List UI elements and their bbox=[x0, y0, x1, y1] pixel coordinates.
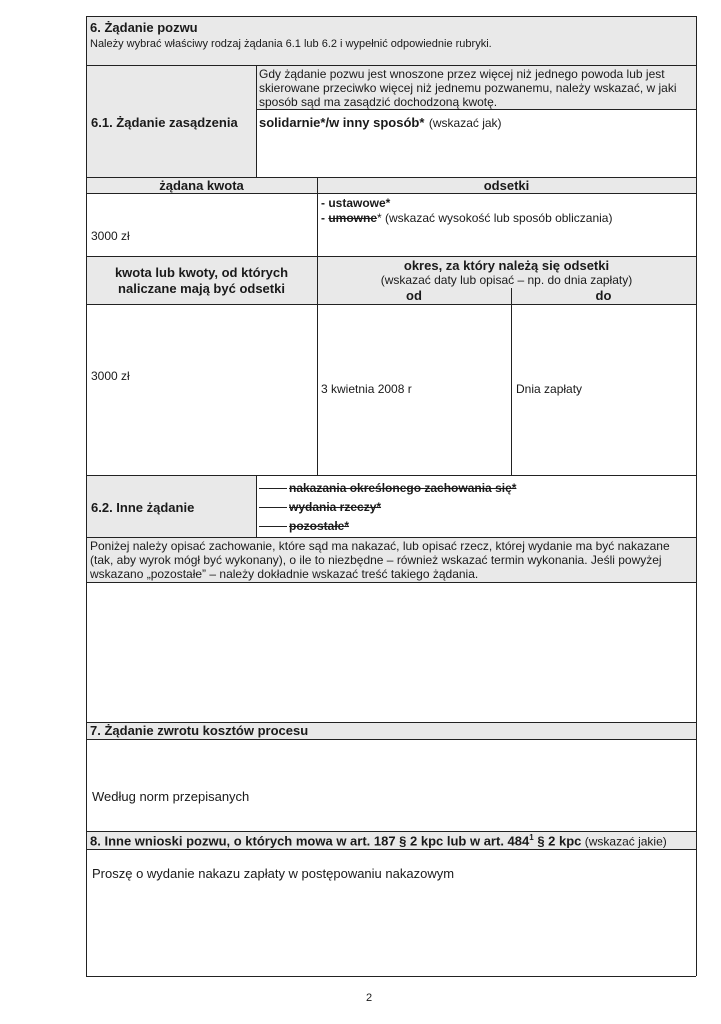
section62-option-behaviour bbox=[259, 481, 516, 495]
from-value: 3 kwietnia 2008 r bbox=[321, 382, 412, 396]
section62-option-other bbox=[259, 519, 349, 533]
section61-mode bbox=[259, 114, 502, 132]
rule bbox=[86, 193, 696, 194]
interest-header: odsetki bbox=[483, 178, 530, 193]
interest-option-contractual bbox=[321, 211, 612, 225]
section8-title bbox=[90, 833, 667, 848]
rule bbox=[86, 16, 87, 976]
rule bbox=[696, 16, 697, 976]
section61-note-line: sposób sąd ma zasądzić dochodzoną kwotę. bbox=[259, 95, 498, 109]
interest-option-contractual-suffix: * (wskazać wysokość lub sposób obliczania) bbox=[377, 211, 613, 225]
section7-title: 7. Żądanie zwrotu kosztów procesu bbox=[90, 723, 309, 738]
section61-note-line: skierowane przeciwko więcej niż jednemu pozwanemu, należy wskazać, w jaki bbox=[259, 81, 677, 95]
rule bbox=[86, 65, 696, 66]
section62-option-behaviour-text: nakazania określonego zachowania się* bbox=[289, 481, 517, 495]
to-value: Dnia zapłaty bbox=[516, 382, 583, 396]
rule bbox=[86, 304, 696, 305]
section8-title-hint: (wskazać jakie) bbox=[581, 834, 667, 849]
period-hint: (wskazać daty lub opisać – np. do dnia zapłaty) bbox=[380, 273, 633, 287]
section7-value: Według norm przepisanych bbox=[92, 789, 250, 804]
rule bbox=[256, 475, 257, 537]
base-header-line: naliczane mają być odsetki bbox=[118, 281, 285, 296]
section62-instruction-line: (tak, aby wyrok mógł być wykonany), o ile to niezbędne – również wskazać termin wykonania. Jeśli powyżej bbox=[90, 553, 662, 567]
section8-title-tail: § 2 kpc bbox=[533, 833, 582, 849]
rule bbox=[86, 831, 696, 832]
rule bbox=[317, 177, 318, 475]
section62-label: 6.2. Inne żądanie bbox=[91, 500, 195, 515]
interest-option-statutory: - ustawowe* bbox=[321, 196, 391, 210]
section61-label: 6.1. Żądanie zasądzenia bbox=[91, 115, 238, 130]
section62-option-other-text: pozostałe* bbox=[289, 519, 350, 533]
section62-instruction-line: wskazano „pozostałe” – należy dokładnie wskazać treść takiego żądania. bbox=[90, 567, 479, 581]
section6-title: 6. Żądanie pozwu bbox=[90, 20, 198, 35]
rule bbox=[511, 288, 512, 475]
strike-dash bbox=[259, 526, 287, 527]
section8-value: Proszę o wydanie nakazu zapłaty w postępowaniu nakazowym bbox=[92, 866, 455, 881]
amount-value: 3000 zł bbox=[91, 229, 130, 243]
rule bbox=[86, 475, 696, 476]
section61-mode-hint: (wskazać jak) bbox=[428, 116, 502, 130]
period-header: okres, za który należą się odsetki bbox=[403, 258, 610, 273]
interest-option-contractual-struck: umowne bbox=[328, 211, 378, 225]
base-header-line: kwota lub kwoty, od których bbox=[114, 265, 289, 280]
section6-instruction: Należy wybrać właściwy rodzaj żądania 6.1 lub 6.2 i wypełnić odpowiednie rubryki. bbox=[90, 38, 492, 50]
from-header: od bbox=[406, 288, 422, 303]
to-header: do bbox=[595, 288, 612, 303]
section8-title-main: 8. Inne wnioski pozwu, o których mowa w art. 187 § 2 kpc lub w art. 484 bbox=[90, 833, 530, 849]
rule bbox=[86, 537, 696, 538]
section62-option-item bbox=[259, 500, 381, 514]
rule bbox=[256, 65, 257, 177]
rule bbox=[86, 256, 696, 257]
rule bbox=[86, 739, 696, 740]
strike-dash bbox=[259, 488, 287, 489]
rule bbox=[86, 976, 696, 977]
base-value: 3000 zł bbox=[91, 369, 130, 383]
section62-option-item-text: wydania rzeczy* bbox=[289, 500, 382, 514]
section61-note-line: Gdy żądanie pozwu jest wnoszone przez więcej niż jednego powoda lub jest bbox=[259, 67, 665, 81]
page-number: 2 bbox=[366, 992, 373, 1004]
strike-dash bbox=[259, 507, 287, 508]
rule bbox=[86, 582, 696, 583]
interest-option-contractual-prefix: - bbox=[321, 211, 329, 225]
section62-instruction-line: Poniżej należy opisać zachowanie, które sąd ma nakazać, lub opisać rzecz, której wydanie ma być nakazane bbox=[90, 539, 670, 553]
rule bbox=[86, 16, 696, 17]
section8-title-sup: 1 bbox=[529, 833, 534, 842]
rule bbox=[86, 849, 696, 850]
rule bbox=[256, 109, 696, 110]
section61-mode-options: solidarnie*/w inny sposób* bbox=[259, 115, 425, 130]
amount-header: żądana kwota bbox=[159, 178, 244, 193]
